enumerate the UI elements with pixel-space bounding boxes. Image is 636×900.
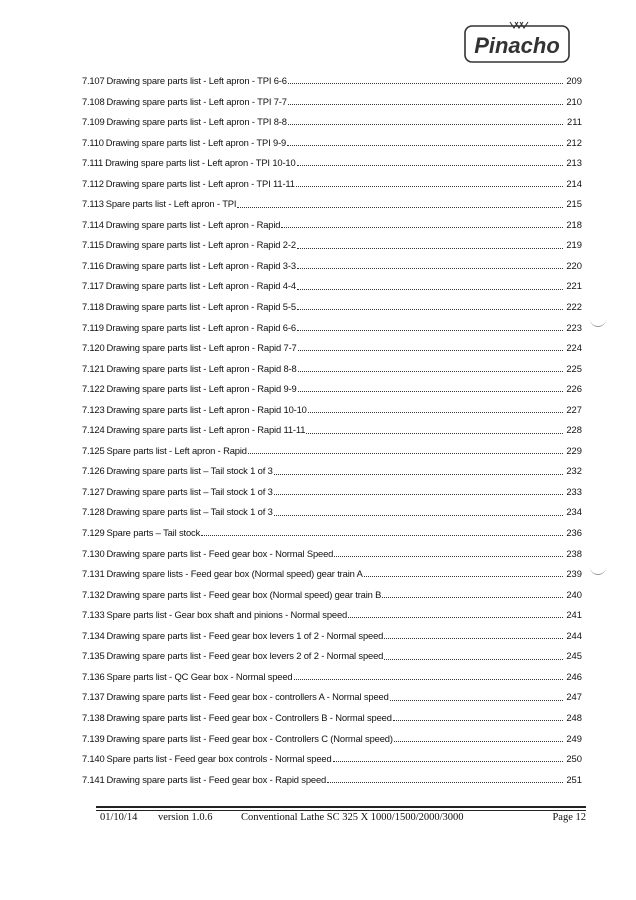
toc-entry-title: Spare parts list - Left apron - Rapid	[106, 444, 247, 456]
toc-entry-title: Drawing spare parts list - Feed gear box (Normal speed) gear train B	[106, 588, 382, 600]
toc-entry[interactable]	[82, 133, 582, 154]
toc-entry-page: 209	[566, 75, 582, 86]
toc-entry[interactable]	[82, 297, 582, 318]
toc-entry[interactable]	[82, 153, 582, 174]
toc-entry-title: Drawing spare parts list - Feed gear box - Controllers B - Normal speed	[106, 711, 392, 723]
toc-entry-page: 224	[566, 342, 582, 354]
toc-dot-leader	[394, 734, 563, 744]
toc-entry-title: Drawing spare parts list - Left apron - Rapid 2-2	[105, 239, 296, 251]
toc-entry-page: 245	[566, 650, 582, 662]
toc-dot-leader	[306, 426, 563, 436]
toc-entry[interactable]	[82, 71, 582, 92]
toc-entry-page: 228	[566, 424, 582, 436]
binding-mark	[590, 566, 606, 575]
toc-entry-page: 244	[566, 629, 582, 641]
toc-entry-page: 229	[566, 444, 582, 456]
toc-entry-number: 7.118	[82, 301, 104, 313]
toc-entry-number: 7.125	[82, 444, 105, 456]
toc-entry[interactable]	[82, 338, 582, 359]
toc-entry-number: 7.116	[82, 259, 104, 271]
toc-entry-number: 7.110	[82, 136, 104, 148]
toc-entry[interactable]	[82, 359, 582, 380]
toc-entry-title: Drawing spare parts list - Left apron - Rapid 3-3	[105, 259, 296, 271]
toc-entry-page: 223	[566, 321, 582, 333]
toc-dot-leader	[298, 364, 563, 374]
toc-entry-page: 249	[566, 732, 582, 744]
footer-page-number: Page 12	[552, 812, 586, 823]
toc-entry[interactable]	[82, 502, 582, 523]
logo-text: Pinacho	[474, 33, 560, 58]
toc-entry-number: 7.131	[82, 568, 105, 580]
toc-entry-page: 240	[566, 588, 582, 600]
toc-dot-leader	[390, 693, 563, 703]
toc-entry-number: 7.107	[82, 75, 105, 86]
toc-dot-leader	[274, 487, 563, 497]
toc-entry[interactable]	[82, 318, 582, 339]
toc-entry-page: 234	[566, 506, 582, 518]
toc-entry-title: Drawing spare parts list - Left apron - TPI 11-11	[105, 177, 295, 189]
toc-entry[interactable]	[82, 729, 582, 750]
toc-entry-number: 7.130	[82, 547, 105, 559]
toc-dot-leader	[248, 446, 563, 456]
toc-entry-page: 233	[566, 485, 582, 497]
toc-dot-leader	[298, 343, 563, 353]
toc-entry-title: Drawing spare parts list - Left apron - TPI 8-8	[106, 116, 287, 128]
toc-entry[interactable]	[82, 749, 582, 770]
toc-entry[interactable]	[82, 585, 582, 606]
toc-entry-number: 7.108	[82, 95, 105, 107]
pinacho-logo	[463, 18, 571, 64]
toc-entry-number: 7.120	[82, 342, 105, 354]
toc-entry[interactable]	[82, 256, 582, 277]
toc-entry-number: 7.113	[82, 198, 104, 210]
toc-entry-title: Drawing spare parts list - Left apron - Rapid 11-11	[106, 424, 306, 436]
toc-entry-page: 226	[566, 383, 582, 395]
toc-entry-number: 7.112	[82, 177, 104, 189]
toc-entry[interactable]	[82, 461, 582, 482]
toc-entry-page: 227	[566, 403, 582, 415]
toc-entry-page: 246	[566, 670, 582, 682]
toc-dot-leader	[297, 241, 563, 251]
toc-entry-page: 251	[566, 773, 582, 785]
toc-dot-leader	[237, 200, 563, 210]
toc-entry-title: Drawing spare parts list - Left apron - TPI 6-6	[106, 75, 287, 86]
toc-entry-title: Spare parts list - Left apron - TPI	[105, 198, 237, 210]
toc-entry-number: 7.128	[82, 506, 105, 518]
footer-rule-thick	[96, 806, 586, 808]
toc-entry[interactable]	[82, 194, 582, 215]
toc-entry-title: Drawing spare parts list - Feed gear box - Normal Speed	[106, 547, 334, 559]
toc-entry[interactable]	[82, 420, 582, 441]
toc-entry-page: 221	[566, 280, 582, 292]
binding-mark	[590, 318, 606, 327]
toc-entry-page: 218	[566, 218, 582, 230]
toc-entry-title: Spare parts – Tail stock	[106, 527, 201, 539]
toc-entry[interactable]	[82, 400, 582, 421]
toc-entry[interactable]	[82, 626, 582, 647]
toc-dot-leader	[348, 610, 563, 620]
toc-entry[interactable]	[82, 235, 582, 256]
toc-entry-page: 241	[566, 609, 582, 621]
toc-entry[interactable]	[82, 441, 582, 462]
toc-dot-leader	[281, 220, 563, 230]
toc-entry-number: 7.114	[82, 218, 104, 230]
toc-entry-title: Drawing spare parts list - Left apron - TPI 7-7	[106, 95, 287, 107]
toc-dot-leader	[384, 631, 563, 641]
toc-entry[interactable]	[82, 544, 582, 565]
toc-entry-page: 213	[566, 157, 582, 169]
footer-date: 01/10/14	[100, 812, 138, 823]
toc-entry[interactable]	[82, 564, 582, 585]
toc-entry-title: Drawing spare parts list – Tail stock 1 of 3	[106, 506, 273, 518]
toc-dot-leader	[308, 405, 563, 415]
toc-entry-title: Drawing spare parts list - Left apron - Rapid 4-4	[105, 280, 296, 292]
toc-dot-leader	[274, 508, 563, 518]
toc-entry-page: 211	[567, 116, 582, 128]
footer-rule-thin	[96, 810, 586, 811]
toc-entry-page: 232	[566, 465, 582, 477]
toc-entry-title: Drawing spare parts list - Left apron - Rapid 6-6	[105, 321, 296, 333]
toc-entry-number: 7.123	[82, 403, 105, 415]
toc-dot-leader	[288, 97, 563, 107]
toc-entry-title: Drawing spare parts list - Feed gear box - Controllers C (Normal speed)	[106, 732, 393, 744]
toc-entry-title: Drawing spare parts list - Feed gear box - controllers A - Normal speed	[106, 691, 389, 703]
toc-entry[interactable]	[82, 379, 582, 400]
toc-entry[interactable]	[82, 770, 582, 791]
toc-entry-page: 236	[566, 527, 582, 539]
toc-entry-number: 7.111	[82, 157, 104, 169]
toc-entry-title: Spare parts list - Gear box shaft and pinions - Normal speed	[106, 609, 348, 621]
toc-dot-leader	[296, 179, 563, 189]
toc-entry-number: 7.115	[82, 239, 104, 251]
toc-entry-title: Drawing spare parts list - Feed gear box - Rapid speed	[106, 773, 327, 785]
toc-entry-title: Drawing spare parts list - Left apron - Rapid 10-10	[106, 403, 307, 415]
toc-entry[interactable]	[82, 174, 582, 195]
toc-entry[interactable]	[82, 667, 582, 688]
toc-entry-title: Drawing spare parts list - Feed gear box levers 1 of 2 - Normal speed	[106, 629, 384, 641]
toc-entry-number: 7.119	[82, 321, 104, 333]
toc-entry[interactable]	[82, 112, 582, 133]
toc-entry[interactable]	[82, 215, 582, 236]
toc-entry-title: Drawing spare parts list - Left apron - TPI 10-10	[105, 157, 296, 169]
toc-entry-page: 214	[566, 177, 582, 189]
toc-entry-page: 210	[566, 95, 582, 107]
toc-dot-leader	[298, 384, 563, 394]
toc-dot-leader	[287, 138, 563, 148]
toc-entry-number: 7.137	[82, 691, 105, 703]
toc-dot-leader	[297, 323, 563, 333]
toc-entry-number: 7.109	[82, 116, 105, 128]
toc-entry[interactable]	[82, 482, 582, 503]
footer-version: version 1.0.6	[158, 812, 213, 823]
toc-entry-title: Drawing spare parts list - Left apron - TPI 9-9	[105, 136, 287, 148]
toc-entry[interactable]	[82, 523, 582, 544]
toc-dot-leader	[297, 302, 563, 312]
toc-entry-title: Drawing spare parts list - Left apron - Rapid 8-8	[106, 362, 297, 374]
toc-entry-title: Drawing spare parts list - Left apron - Rapid 7-7	[106, 342, 297, 354]
toc-entry-title: Spare parts list - QC Gear box - Normal speed	[106, 670, 293, 682]
toc-entry-number: 7.140	[82, 753, 105, 765]
toc-entry-number: 7.138	[82, 711, 105, 723]
toc-entry-title: Drawing spare parts list - Feed gear box levers 2 of 2 - Normal speed	[106, 650, 384, 662]
toc-entry-page: 247	[566, 691, 582, 703]
toc-entry-page: 220	[566, 259, 582, 271]
toc-entry-title: Drawing spare parts list – Tail stock 1 of 3	[106, 465, 273, 477]
toc-entry-number: 7.121	[82, 362, 105, 374]
toc-entry-page: 212	[566, 136, 582, 148]
toc-entry-page: 239	[566, 568, 582, 580]
toc-entry-number: 7.135	[82, 650, 105, 662]
toc-entry-page: 222	[566, 301, 582, 313]
toc-entry-page: 238	[566, 547, 582, 559]
toc-entry-title: Drawing spare parts list - Left apron - Rapid 9-9	[106, 383, 297, 395]
toc-dot-leader	[384, 652, 563, 662]
toc-entry-number: 7.124	[82, 424, 105, 436]
toc-dot-leader	[288, 76, 563, 86]
toc-entry-page: 225	[566, 362, 582, 374]
toc-entry-page: 250	[566, 753, 582, 765]
toc-entry-number: 7.126	[82, 465, 105, 477]
toc-entry-page: 219	[566, 239, 582, 251]
toc-dot-leader	[201, 528, 563, 538]
toc-dot-leader	[382, 590, 563, 600]
toc-entry-title: Drawing spare parts list - Left apron - Rapid	[105, 218, 281, 230]
toc-entry-number: 7.136	[82, 670, 105, 682]
toc-entry-number: 7.129	[82, 527, 105, 539]
toc-entry-title: Drawing spare parts list – Tail stock 1 of 3	[106, 485, 273, 497]
toc-entry[interactable]	[82, 646, 582, 667]
toc-dot-leader	[274, 467, 563, 477]
toc-entry-page: 215	[566, 198, 582, 210]
toc-dot-leader	[393, 713, 563, 723]
toc-entry[interactable]	[82, 708, 582, 729]
toc-entry-number: 7.122	[82, 383, 105, 395]
table-of-contents	[82, 71, 582, 790]
toc-dot-leader	[294, 672, 564, 682]
toc-dot-leader	[297, 158, 563, 168]
toc-dot-leader	[333, 754, 563, 764]
toc-entry[interactable]	[82, 687, 582, 708]
toc-entry-page: 248	[566, 711, 582, 723]
toc-dot-leader	[288, 117, 563, 127]
toc-dot-leader	[297, 261, 563, 271]
toc-entry-number: 7.132	[82, 588, 105, 600]
toc-entry[interactable]	[82, 276, 582, 297]
toc-entry-title: Spare parts list - Feed gear box controls - Normal speed	[106, 753, 332, 765]
toc-entry-number: 7.141	[82, 773, 105, 785]
toc-entry-title: Drawing spare lists - Feed gear box (Normal speed) gear train A	[106, 568, 363, 580]
toc-dot-leader	[297, 282, 563, 292]
toc-entry-title: Drawing spare parts list - Left apron - Rapid 5-5	[105, 301, 296, 313]
toc-dot-leader	[327, 775, 563, 785]
toc-entry-number: 7.117	[82, 280, 104, 292]
toc-entry-number: 7.139	[82, 732, 105, 744]
toc-entry-number: 7.127	[82, 485, 105, 497]
toc-entry[interactable]	[82, 92, 582, 113]
toc-dot-leader	[334, 549, 563, 559]
footer-machine: Conventional Lathe SC 325 X 1000/1500/2000/3000	[241, 812, 464, 823]
toc-entry[interactable]	[82, 605, 582, 626]
toc-dot-leader	[364, 569, 563, 579]
toc-entry-number: 7.134	[82, 629, 105, 641]
toc-entry-number: 7.133	[82, 609, 105, 621]
